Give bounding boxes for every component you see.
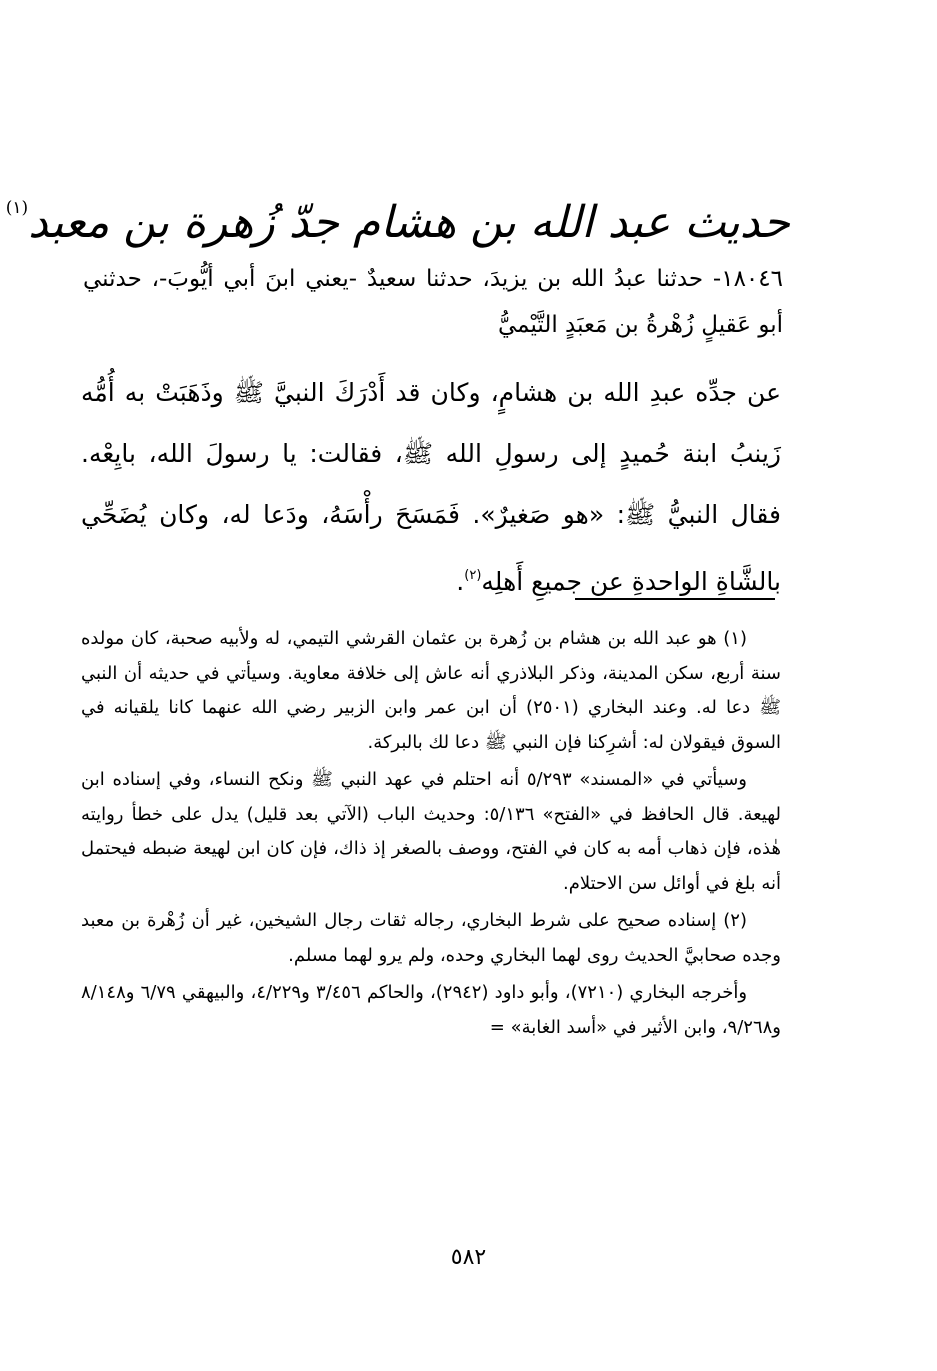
chapter-title-footnote-ref: (١) [5, 198, 29, 218]
hadith-matn-footnote-ref: (٢) [464, 568, 482, 583]
page-number: ٥٨٢ [450, 1245, 487, 1270]
footnote-2: (٢) إسناده صحيح على شرط البخاري، رجاله ثقات رجال الشيخين، غير أن زُهْرة بن معبد وجده صحابيَّ الحديث روى لهما البخاري وحده، ولم يرو لهما مسلم. [81, 910, 781, 966]
footnote-1-continued: وسيأتي في «المسند» ٥/٢٩٣ أنه احتلم في عهد النبي ﷺ ونكح النساء، وفي إسناده ابن لهيعة. قال الحافظ في «الفتح» ٥/١٣٦: وحديث الباب (الآتي بعد قليل) يدل على خطأ روايته هٰذه، فإن ذهاب أمه به كان في الفتح، ووصف بالصغر إذ ذاك، فإن كان ابن لهيعة ضبطه فيحتمل أنه بلغ في أوائل سن الاحتلام. [81, 769, 781, 894]
hadith-matn-text: عن جدِّه عبدِ الله بن هشامٍ، وكان قد أَدْرَكَ النبيَّ ﷺ وذَهَبَتْ به أُمُّه زَينبُ ابنة حُميدٍ إلى رسولِ الله ﷺ، فقالت: يا رسولَ الله، بايِعْه. فقال النبيُّ ﷺ: «هو صَغيرٌ». فَمَسَحَ رأْسَهُ، ودَعا له، وكان يُضَحِّي بالشَّاةِ الواحدةِ عن جميعِ أَهلِه [81, 378, 781, 596]
footnote-divider [575, 598, 775, 600]
hadith-matn-end: . [456, 567, 465, 596]
chapter-title [5, 168, 790, 263]
footnotes-section [81, 622, 781, 1048]
footnote-1: (١) هو عبد الله بن هشام بن زُهرة بن عثمان القرشي التيمي، له ولأبيه صحبة، كان مولده سنة أربع، سكن المدينة، وذكر البلاذري أنه عاش إلى خلافة معاوية. وسيأتي في حديثه أن النبي ﷺ دعا له. وعند البخاري (٢٥٠١) أن ابن عمر وابن الزبير رضي الله عنهما كانا يلقيانه في السوق فيقولان له: أشرِكنا فإن النبي ﷺ دعا لك بالبركة. [81, 628, 782, 753]
chapter-title-text: حديث عبد الله بن هشام جدّ زُهرة بن معبد [28, 197, 790, 248]
hadith-isnad: ١٨٠٤٦- حدثنا عبدُ الله بن يزيدَ، حدثنا سعيدٌ -يعني ابنَ أبي أيُّوبَ-، حدثني أبو عَقيلٍ زُهْرةُ بن مَعبَدٍ التَّيْميُّ [83, 266, 783, 338]
footnote-2-continued: وأخرجه البخاري (٧٢١٠)، وأبو داود (٢٩٤٢)، والحاكم ٣/٤٥٦ و٤/٢٢٩، والبيهقي ٦/٧٩ و٨/١٤٨ و٩/٢٦٨، وابن الأثير في «أسد الغابة» = [81, 982, 781, 1038]
hadith-matn [81, 362, 781, 612]
